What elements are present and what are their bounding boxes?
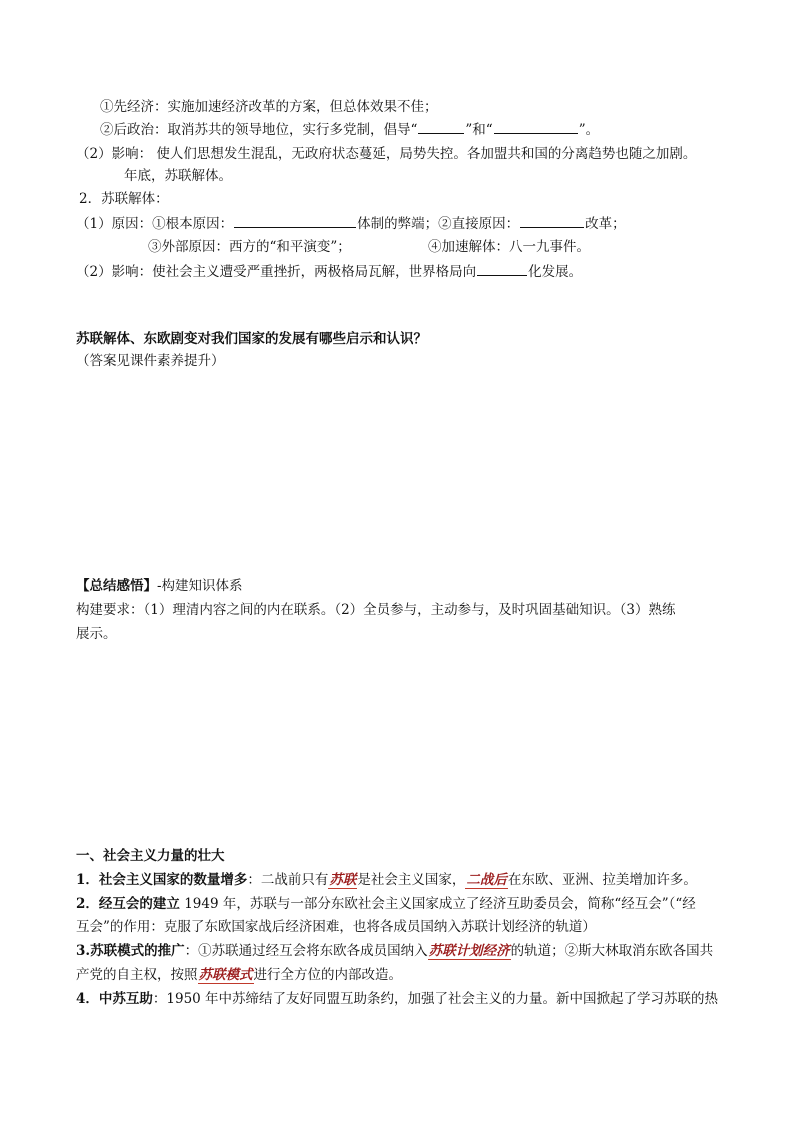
point-text: 进行全方位的内部改造。 bbox=[253, 967, 402, 983]
section-point-2 bbox=[76, 895, 696, 913]
cause-external: ③外部原因：西方的“和平演变”； bbox=[148, 239, 351, 255]
summary-title: 【总结感悟】 bbox=[76, 578, 157, 594]
highlight-keyword: 苏联计划经济 bbox=[428, 943, 510, 959]
point-text: 的轨道；②斯大林取消东欧各国共 bbox=[510, 943, 714, 959]
fill-blank[interactable] bbox=[234, 214, 356, 228]
section-heading: 一、社会主义力量的壮大 bbox=[76, 848, 225, 864]
question-title: 苏联解体、东欧剧变对我们国家的发展有哪些启示和认识？ bbox=[76, 331, 427, 347]
point-text: ：①苏联通过经互会将东欧各成员国纳入 bbox=[184, 943, 428, 959]
point-text: 是社会主义国家， bbox=[357, 872, 466, 888]
highlight-keyword: 二战后 bbox=[466, 872, 507, 888]
dissolution-impact bbox=[76, 262, 582, 281]
point-label: 2．经互会的建立 bbox=[76, 896, 180, 912]
highlight-keyword: 苏联模式 bbox=[198, 967, 253, 983]
section-point-3-cont bbox=[76, 966, 402, 984]
fill-blank[interactable] bbox=[477, 262, 527, 276]
cause-post: 体制的弊端；②直接原因： bbox=[357, 216, 520, 232]
point-text: 产党的自主权，按照 bbox=[76, 967, 198, 983]
reform-impact: （2）影响： 使人们思想发生混乱，无政府状态蔓延，局势失控。各加盟共和国的分离趋势也随之加剧。 bbox=[76, 146, 697, 162]
cause-accelerate: ④加速解体：八一九事件。 bbox=[428, 239, 590, 255]
cause2-post: 改革； bbox=[585, 216, 626, 232]
point-text: ：1950 年中苏缔结了友好同盟互助条约，加强了社会主义的力量。新中国掀起了学习苏联的热 bbox=[152, 991, 719, 1007]
reform-item-politics-pre: ②后政治：取消苏共的领导地位，实行多党制，倡导“ bbox=[100, 122, 418, 138]
impact-pre: （2）影响：使社会主义遭受严重挫折，两极格局瓦解，世界格局向 bbox=[76, 264, 477, 280]
section-point-3 bbox=[76, 942, 713, 960]
point-text: 1949 年，苏联与一部分东欧社会主义国家成立了经济互助委员会，简称“经互会”（“经 bbox=[179, 896, 696, 912]
reform-item-politics-mid: ”和“ bbox=[465, 122, 493, 138]
point-label: 4．中苏互助 bbox=[76, 991, 153, 1007]
dissolution-causes bbox=[76, 214, 626, 233]
point-text: ：二战前只有 bbox=[247, 872, 329, 888]
point-label: 3.苏联模式的推广 bbox=[76, 943, 185, 959]
impact-post: 化发展。 bbox=[528, 264, 583, 280]
summary-requirements: 构建要求：（1）理清内容之间的内在联系。（2）全员参与，主动参与，及时巩固基础知识。（3）熟练 bbox=[76, 602, 676, 618]
reform-impact-cont: 年底，苏联解体。 bbox=[124, 168, 232, 184]
cause-pre: （1）原因：①根本原因： bbox=[76, 216, 234, 232]
fill-blank[interactable] bbox=[418, 120, 464, 134]
reform-item-economy: ①先经济：实施加速经济改革的方案，但总体效果不佳； bbox=[100, 99, 438, 115]
question-note: （答案见课件素养提升） bbox=[76, 353, 225, 369]
section-point-2-cont: 互会”的作用：克服了东欧国家战后经济困难，也将各成员国纳入苏联计划经济的轨道） bbox=[76, 919, 596, 935]
section-point-1 bbox=[76, 871, 697, 889]
summary-subtitle: -构建知识体系 bbox=[157, 578, 243, 594]
section-point-4 bbox=[76, 990, 718, 1008]
highlight-keyword: 苏联 bbox=[329, 872, 357, 888]
point-label: 1．社会主义国家的数量增多 bbox=[76, 872, 248, 888]
reform-item-politics bbox=[100, 120, 599, 139]
dissolution-heading: 2．苏联解体： bbox=[79, 191, 169, 207]
summary-heading bbox=[76, 577, 243, 595]
fill-blank[interactable] bbox=[520, 214, 584, 228]
reform-item-politics-post: ”。 bbox=[578, 122, 600, 138]
point-text: 在东欧、亚洲、拉美增加许多。 bbox=[507, 872, 697, 888]
fill-blank[interactable] bbox=[494, 120, 578, 134]
summary-requirements-cont: 展示。 bbox=[76, 626, 117, 642]
